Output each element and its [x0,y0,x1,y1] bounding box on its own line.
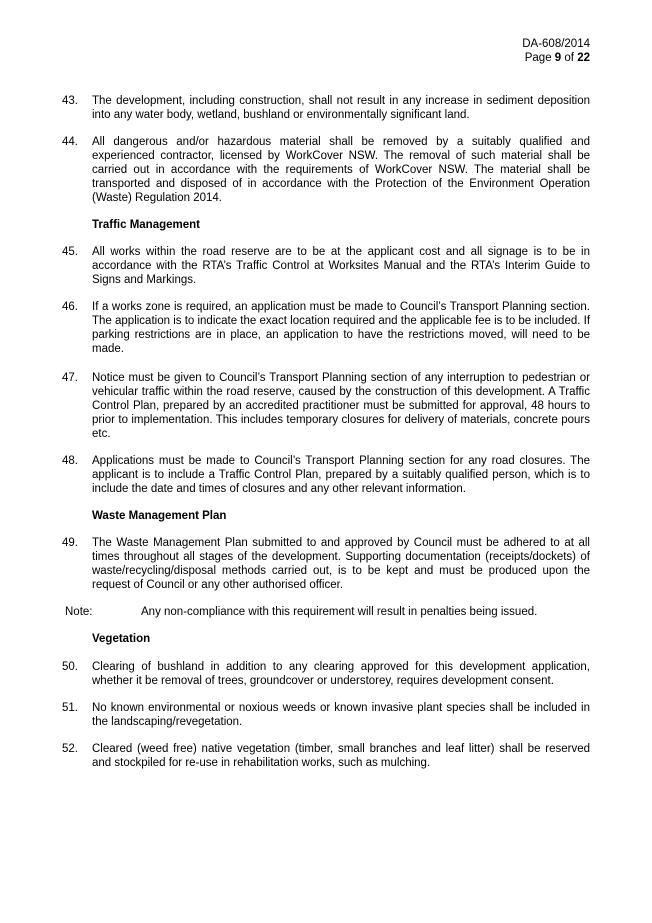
condition-number: 47. [62,372,78,384]
condition-45 [62,246,590,288]
condition-number: 46. [62,301,78,313]
condition-47 [62,372,590,442]
document-reference: DA-608/2014 [522,38,590,50]
page-header [522,38,590,65]
condition-text: No known environmental or noxious weeds or known invasive plant species shall be included in the landscaping/revegetation. [92,702,590,728]
condition-number: 49. [62,537,78,549]
condition-text: The development, including construction, shall not result in any increase in sediment deposition into any water body, wetland, bushland or environmentally significant land. [92,95,590,121]
heading-traffic-management: Traffic Management [92,219,200,231]
condition-text: Applications must be made to Council’s Transport Planning section for any road closures. The applicant is to include a Traffic Control Plan, prepared by a suitably qualified person, which is to include the date and times of closures and any other relevant information. [92,455,590,495]
note-label: Note: [65,606,93,618]
condition-43 [62,95,590,123]
page-number: 9 [554,51,562,64]
condition-46 [62,301,590,357]
condition-text: The Waste Management Plan submitted to and approved by Council must be adhered to at all times throughout all stages of the development. Supporting documentation (receipts/dockets) of waste/recycling/disposal methods carried out, is to be kept and must be produced upon the request of Council or any other authorised officer. [92,537,590,591]
heading-vegetation: Vegetation [92,633,151,645]
condition-number: 50. [62,661,78,673]
condition-number: 43. [62,95,78,107]
condition-text: All works within the road reserve are to be at the applicant cost and all signage is to be in accordance with the RTA’s Traffic Control at Worksites Manual and the RTA’s Interim Guide to Signs and Markings. [92,246,590,286]
condition-text: Clearing of bushland in addition to any clearing approved for this development application, whether it be removal of trees, groundcover or understorey, requires development consent. [92,661,590,687]
condition-52 [62,743,590,771]
condition-text: Notice must be given to Council’s Transport Planning section of any interruption to pedestrian or vehicular traffic within the road reserve, caused by the construction of this development. A Traffic Control Plan, prepared by an accredited practitioner must be submitted for approval, 48 hours to prior to implementation. This includes temporary closures for delivery of materials, concrete pours etc. [92,372,590,440]
condition-number: 45. [62,246,78,258]
condition-text: If a works zone is required, an application must be made to Council’s Transport Planning section. The application is to indicate the exact location required and the applicable fee is to be included. If parking restrictions are in place, an application to have the restrictions moved, will need to be made. [92,301,591,355]
note [65,606,537,620]
condition-49 [62,537,590,593]
condition-number: 48. [62,455,78,467]
page-indicator [522,52,590,66]
condition-number: 52. [62,743,78,755]
condition-50 [62,661,590,689]
heading-waste-management-plan: Waste Management Plan [92,510,227,522]
page-total: 22 [577,51,590,64]
note-text: Any non-compliance with this requirement will result in penalties being issued. [141,606,538,618]
condition-number: 44. [62,136,78,148]
condition-text: All dangerous and/or hazardous material shall be removed by a suitably qualified and experienced contractor, licensed by WorkCover NSW. The removal of such material shall be carried out in accordance with the requirements of WorkCover NSW. The material shall be transported and disposed of in accordance with the Protection of the Environment Operation (Waste) Regulation 2014. [92,136,590,204]
page-word: Page [524,51,552,64]
condition-48 [62,455,590,497]
condition-44 [62,136,590,206]
condition-number: 51. [62,702,78,714]
of-word: of [564,51,574,64]
condition-51 [62,702,590,730]
condition-text: Cleared (weed free) native vegetation (timber, small branches and leaf litter) shall be reserved and stockpiled for re-use in rehabilitation works, such as mulching. [92,743,590,769]
